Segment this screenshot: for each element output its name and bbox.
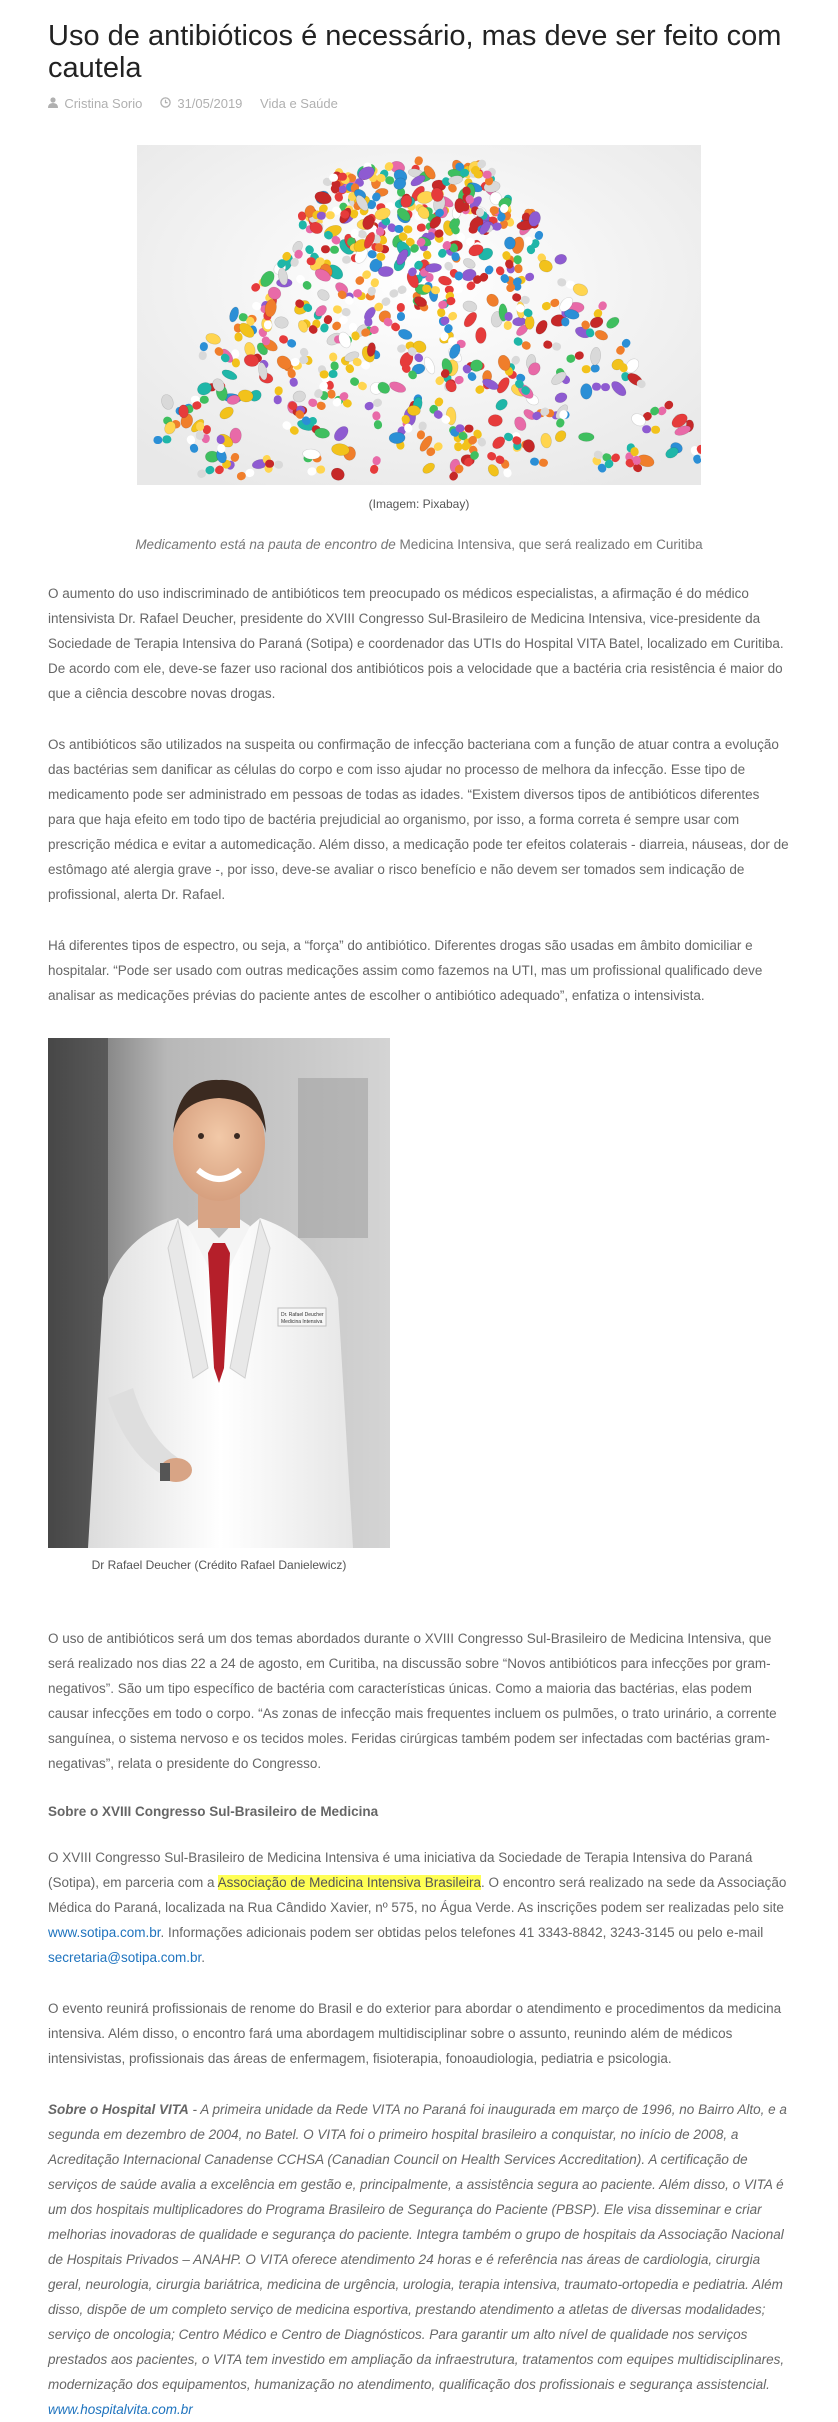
pill — [378, 266, 393, 277]
pill — [578, 432, 594, 441]
hero-figure — [48, 145, 790, 511]
paragraph-4: O uso de antibióticos será um dos temas abordados durante o XVIII Congresso Sul-Brasileiro de Medicina Intensiva, que será realizado nos dias 22 a 24 de agosto, em Curitiba, na discussão sobre “Novos antibióticos para infecções por gram-negativos”. São um tipo específico de bactéria com características únicas. Como a maioria das bactérias, elas podem causar infecções em todo o corpo. “As zonas de infecção mais frequentes incluem os pulmões, o trato urinário, a corrente sanguínea, o sistema nervoso e os tecidos moles. Feridas cirúrgicas também podem ser infectadas com bactérias gram-negativas”, relata o presidente do Congresso. — [48, 1631, 777, 1771]
portrait-figure — [48, 1038, 390, 1572]
p5-text-d: . — [201, 1950, 206, 1965]
lead-italic: Medicamento está na pauta de encontro de — [135, 537, 400, 552]
paragraph-1: O aumento do uso indiscriminado de antibióticos tem preocupado os médicos especialistas, a afirmação é do médico intensivista Dr. Rafael Deucher, presidente do XVIII Congresso Sul-Brasileiro de Medicina Intensiva, vice-presidente da Sociedade de Terapia Intensiva do Paraná (Sotipa) e coordenador das UTIs do Hospital VITA Batel, localizado em Curitiba. De acordo com ele, deve-se fazer uso racional dos antibióticos pois a velocidade que a bactéria cria resistência é maior do que a ciência descobre novas drogas. — [48, 586, 784, 701]
user-icon — [48, 97, 61, 111]
portrait-image-doctor — [48, 1038, 390, 1548]
category-link[interactable]: Vida e Saúde — [260, 96, 338, 111]
sotipa-link[interactable]: www.sotipa.com.br — [48, 1925, 161, 1940]
section-heading: Sobre o XVIII Congresso Sul-Brasileiro de Medicina — [48, 1804, 379, 1819]
paragraph-3: Há diferentes tipos de espectro, ou seja, a “força” do antibiótico. Diferentes drogas são usadas em âmbito domiciliar e hospitalar. “Pode ser usado com outras medicações assim como fazemos na UTI, mas um profissional qualificado deve analisar as medicações prévias do paciente antes de escolher o antibiótico adequado”, enfatiza o intensivista. — [48, 938, 763, 1003]
date-link[interactable]: 31/05/2019 — [177, 96, 243, 111]
paragraph-7 — [48, 2097, 790, 2422]
p5-text-b: . O encontro será realizado na sede da Associação Médica do Paraná, localizada na Rua Cândido Xavier, nº 575, no Água Verde. As inscrições podem ser realizadas pelo site — [48, 1875, 787, 1915]
p5-text-c: . Informações adicionais podem ser obtidas pelos telefones 41 3343-8842, 3243-3145 ou pelo e-mail — [160, 1925, 764, 1940]
pill — [581, 384, 593, 400]
hero-image-pills — [137, 145, 701, 485]
paragraph-6: O evento reunirá profissionais de renome do Brasil e do exterior para abordar o atendimento e procedimentos da medicina intensiva. Além disso, o encontro fará uma abordagem multidisciplinar sobre o assunto, reunindo além de médicos intensivistas, profissionais das áreas de enfermagem, fisioterapia, fonoaudiologia, pediatria e psicologia. — [48, 2001, 782, 2066]
category-meta — [260, 96, 338, 111]
author-meta — [48, 96, 146, 111]
svg-text:Dr. Rafael Deucher: Dr. Rafael Deucher — [281, 1312, 324, 1318]
pill — [504, 237, 515, 250]
svg-text:Medicina Intensiva: Medicina Intensiva — [281, 1319, 323, 1325]
author-link[interactable]: Cristina Sorio — [64, 96, 143, 111]
page-title: Uso de antibióticos é necessário, mas deve ser feito com cautela — [48, 20, 782, 84]
portrait-caption: Dr Rafael Deucher (Crédito Rafael Danielewicz) — [91, 1558, 347, 1572]
paragraph-5 — [48, 1845, 790, 1970]
date-meta — [160, 96, 246, 111]
highlighted-association: Associação de Medicina Intensiva Brasileira — [217, 1875, 481, 1890]
lead-text — [48, 535, 790, 555]
lead-plain: Medicina Intensiva, que será realizado em Curitiba — [399, 537, 703, 552]
email-link[interactable]: secretaria@sotipa.com.br — [48, 1950, 202, 1965]
p7-text: - A primeira unidade da Rede VITA no Paraná foi inaugurada em março de 1996, no Bairro Alto, e a segunda em dezembro de 2004, no Batel. O VITA foi o primeiro hospital brasileiro a conquistar, no início de 2008, a Acreditação Internacional Canadense CCHSA (Canadian Council on Health Services Accreditation). A certificação de serviços de saúde avalia a excelência em gestão e, principalmente, a assistência segura ao paciente. Além disso, o VITA é um dos hospitais multiplicadores do Programa Brasileiro de Segurança do Paciente (PBSP). Ele visa disseminar e criar melhorias inovadoras de qualidade e segurança do paciente. Integra também o grupo de hospitais da Associação Nacional de Hospitais Privados – ANAHP. O VITA oferece atendimento 24 horas e é referência nas áreas de cardiologia, cirurgia geral, neurologia, cirurgia bariátrica, medicina de urgência, urologia, terapia intensiva, traumato-ortopedia e pediatria. Além disso, dispõe de um completo serviço de medicina esportiva, prestando atendimento a atletas de diversas modalidades; serviço de oncologia; Centro Médico e Centro de Diagnósticos. Para garantir um alto nível de qualidade nos serviços prestados aos pacientes, o VITA tem investido em ampliação da infraestrutura, tratamentos com equipes multidisciplinares, modernização dos equipamentos, humanização no atendimento, qualificação dos profissionais e segurança assistencial. — [48, 2102, 787, 2392]
hero-caption: (Imagem: Pixabay) — [368, 497, 470, 511]
hospital-link[interactable]: www.hospitalvita.com.br — [48, 2402, 193, 2417]
p5-text-a: O XVIII Congresso Sul-Brasileiro de Medicina Intensiva é uma iniciativa da Sociedade de Terapia Intensiva do Paraná (Sotipa), em parceria com a — [48, 1850, 753, 1890]
clock-icon — [160, 97, 174, 111]
post-meta — [48, 96, 790, 112]
paragraph-2: Os antibióticos são utilizados na suspeita ou confirmação de infecção bacteriana com a função de atuar contra a evolução das bactérias sem danificar as células do corpo e com isso ajudar no processo de melhora da infecção. Esse tipo de medicamento pode ser administrado em pessoas de todas as idades. “Existem diversos tipos de antibióticos diferentes para que haja efeito em todo tipo de bactéria prejudicial ao organismo, por isso, a forma correta é sempre usar com prescrição médica e evitar a automedicação. Além disso, a medicação pode ter efeitos colaterais - diarreia, náuseas, dor de estômago até alergia grave -, por isso, deve-se avaliar o risco benefício e não devem ser tomados sem indicação de profissional, alerta Dr. Rafael. — [48, 737, 789, 902]
p7-heading: Sobre o Hospital VITA — [48, 2102, 189, 2117]
pill — [525, 316, 535, 330]
